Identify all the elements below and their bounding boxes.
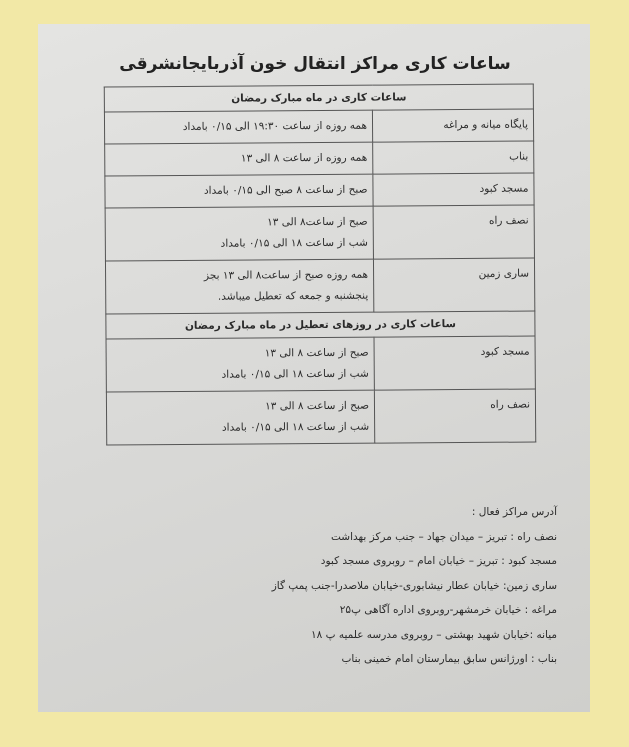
hours-line: صبح از ساعت۸ الی ۱۳: [267, 215, 368, 229]
center-name: نصف راه: [374, 389, 535, 443]
hours-line: صبح از ساعت ۸ الی ۱۳: [265, 399, 370, 413]
hours-cell: [106, 337, 374, 392]
hours-line: صبح از ساعت ۸ الی ۱۳: [264, 346, 369, 360]
hours-cell: [105, 259, 373, 314]
hours-cell: [105, 174, 373, 208]
hours-cell: [105, 142, 373, 176]
hours-cell: [105, 206, 373, 261]
table-row: [106, 389, 535, 445]
table-row: [105, 258, 534, 314]
address-line: نصف راه : تبریز – میدان جهاد – جنب مرکز بهداشت: [330, 530, 557, 543]
address-line: مراغه : خیابان خرمشهر-روبروی اداره آگاهی پ۲۵: [339, 604, 557, 616]
table-row: [106, 336, 535, 392]
hours-line: همه روزه از ساعت ۸ الی ۱۳: [240, 151, 368, 165]
hours-line: همه روزه از ساعت ۱۹:۳۰ الی ۰/۱۵ بامداد: [182, 119, 368, 133]
hours-line: پنجشنبه و جمعه که تعطیل میباشد.: [217, 289, 369, 303]
page-title: ساعات کاری مراکز انتقال خون آذربایجانشرقی: [119, 54, 511, 74]
address-line: مسجد کبود : تبریز – خیابان امام – روبروی مسجد کبود: [320, 555, 557, 567]
hours-line: صبح از ساعت ۸ صبح الی ۰/۱۵ بامداد: [203, 183, 368, 197]
hours-line: شب از ساعت ۱۸ الی ۰/۱۵ بامداد: [221, 367, 369, 381]
address-line: ساری زمین: خیابان عطار نیشابوری-خیابان ملاصدرا-جنب پمپ گاز: [271, 579, 557, 592]
section-header: ساعات کاری در ماه مبارک رمضان: [104, 84, 533, 112]
section-header: ساعات کاری در روزهای تعطیل در ماه مبارک رمضان: [106, 311, 535, 339]
hours-line: شب از ساعت ۱۸ الی ۰/۱۵ بامداد: [220, 236, 368, 250]
table-row: [104, 109, 533, 144]
hours-cell: [106, 390, 374, 445]
center-name: بناب: [373, 141, 534, 174]
center-name: مسجد کبود: [373, 173, 534, 206]
center-name: ساری زمین: [373, 258, 534, 312]
hours-line: همه روزه صبح از ساعت۸ الی ۱۳ بجز: [203, 268, 369, 282]
table-row: [105, 173, 534, 208]
table-row: [105, 205, 534, 261]
address-line: بناب : اورژانس سابق بیمارستان امام خمینی بناب: [341, 653, 557, 665]
address-line: میانه :خیابان شهید بهشتی – روبروی مدرسه علمیه پ ۱۸: [311, 628, 557, 641]
table-row: [105, 141, 534, 176]
center-name: پایگاه میانه و مراغه: [372, 109, 533, 142]
center-name: مسجد کبود: [374, 336, 535, 390]
hours-cell: [104, 110, 372, 144]
addresses-heading: آدرس مراکز فعال :: [471, 506, 557, 518]
addresses-section: [272, 500, 557, 672]
hours-table: [104, 84, 536, 446]
hours-line: شب از ساعت ۱۸ الی ۰/۱۵ بامداد: [221, 420, 370, 434]
center-name: نصف راه: [373, 205, 534, 259]
